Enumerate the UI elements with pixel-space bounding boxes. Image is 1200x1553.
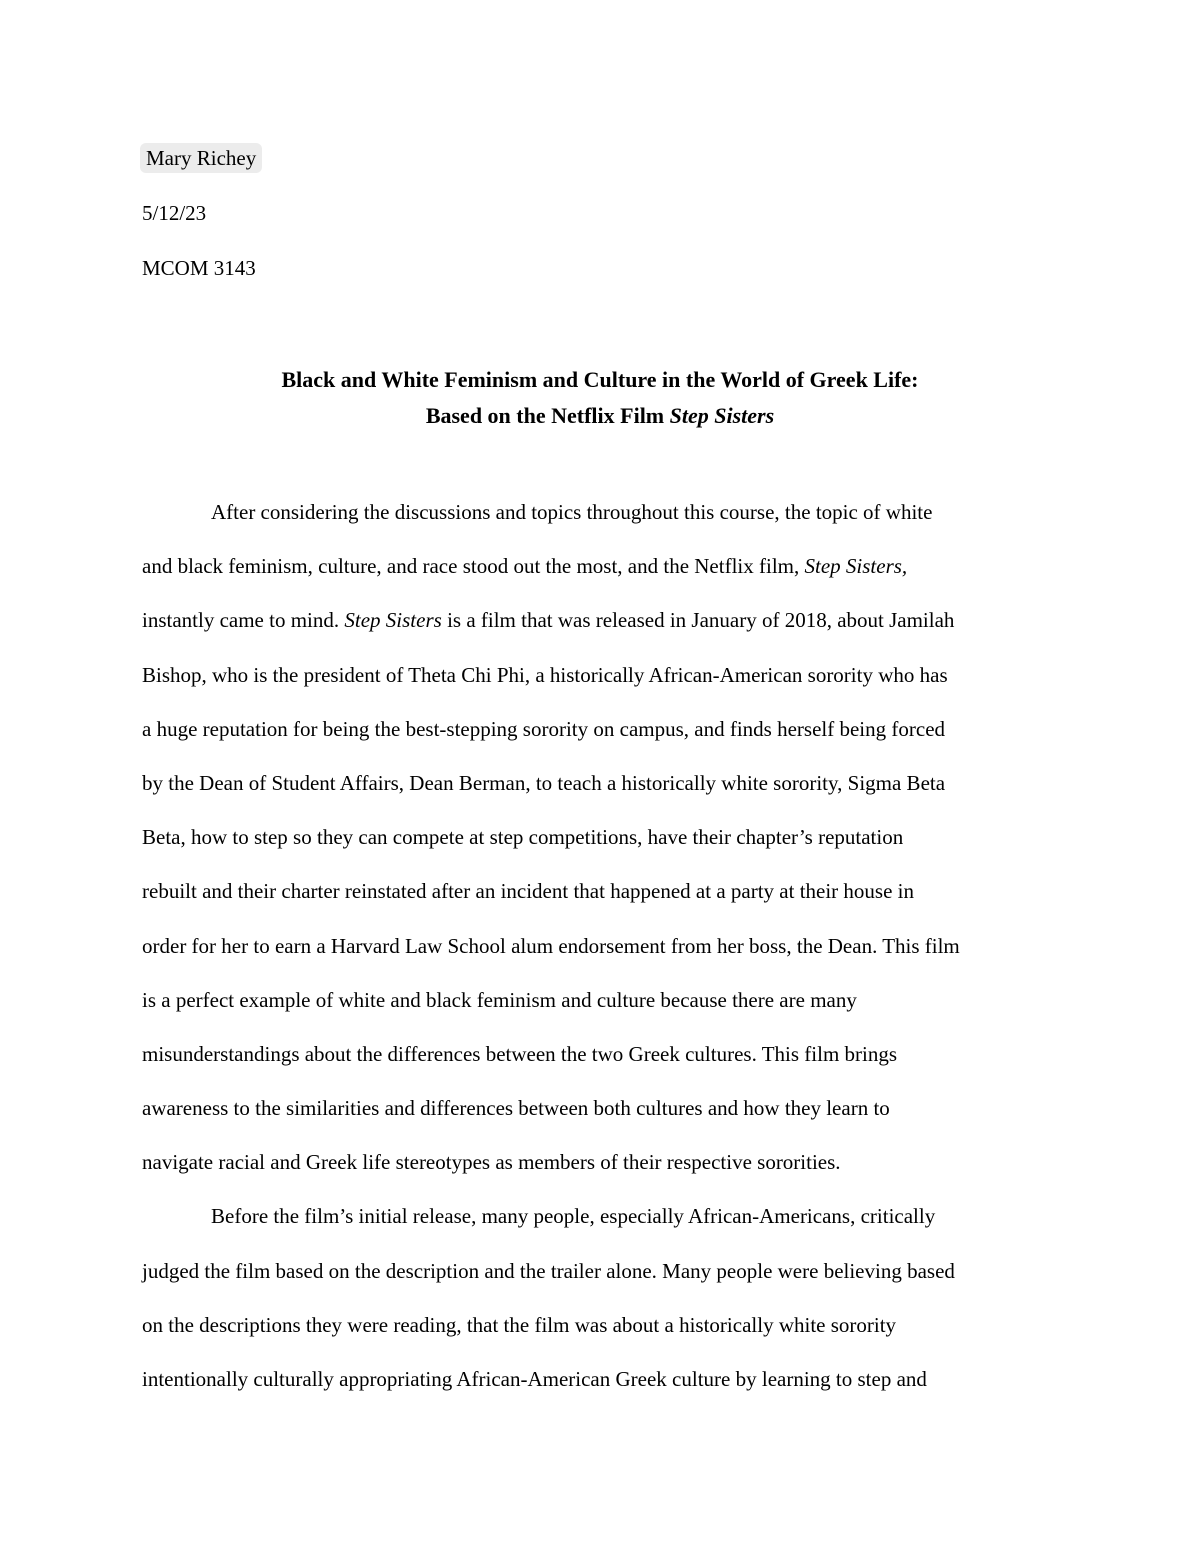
title-line-2-prefix: Based on the Netflix Film [425, 403, 670, 428]
paragraph-line: order for her to earn a Harvard Law School alum endorsement from her boss, the Dean. This film [142, 933, 960, 958]
date-line: 5/12/23 [142, 201, 207, 225]
title-film-name: Step Sisters [669, 403, 775, 428]
paragraph-line: Bishop, who is the president of Theta Chi Phi, a historically African-American sorority who has [142, 662, 948, 687]
title-line-2 [100, 398, 1100, 434]
paragraph-line: judged the film based on the description and the trailer alone. Many people were believing based [142, 1258, 955, 1283]
paragraph-line: a huge reputation for being the best-stepping sorority on campus, and finds herself being forced [142, 716, 946, 741]
paragraph-line [142, 605, 1072, 659]
paragraph-line: Before the film’s initial release, many people, especially African-Americans, critically [211, 1204, 936, 1229]
film-name-italic: Step Sisters, [804, 554, 908, 579]
paragraph-line: misunderstandings about the differences between the two Greek cultures. This film brings [142, 1041, 898, 1066]
film-name-italic: Step Sisters [344, 608, 442, 633]
paragraph-line: After considering the discussions and topics throughout this course, the topic of white [211, 500, 933, 524]
paragraph-line: on the descriptions they were reading, that the film was about a historically white sorority [142, 1312, 897, 1337]
paragraph-line: Beta, how to step so they can compete at step competitions, have their chapter’s reputation [142, 825, 904, 850]
paragraph-line [142, 551, 1072, 605]
paragraph-line: intentionally culturally appropriating African-American Greek culture by learning to step and [142, 1367, 927, 1391]
paragraph-line: by the Dean of Student Affairs, Dean Berman, to teach a historically white sorority, Sigma Beta [142, 770, 946, 795]
paragraph-text: and black feminism, culture, and race stood out the most, and the Netflix film, [142, 554, 805, 579]
title-line-1: Black and White Feminism and Culture in the World of Greek Life: [281, 367, 919, 392]
document-header [142, 143, 1042, 308]
paragraph-line: navigate racial and Greek life stereotypes as members of their respective sororities. [142, 1150, 841, 1175]
paragraph-line: rebuilt and their charter reinstated after an incident that happened at a party at their house in [142, 879, 915, 904]
paragraph-line: is a perfect example of white and black feminism and culture because there are many [142, 987, 857, 1012]
paragraph-text: instantly came to mind. [142, 608, 345, 633]
document-title [100, 362, 1100, 434]
paragraph-1 [142, 497, 1072, 1201]
document-body [142, 497, 1072, 1418]
paragraph-2 [142, 1201, 1072, 1418]
author-name[interactable]: Mary Richey [140, 143, 262, 173]
paragraph-text: is a film that was released in January of 2018, about Jamilah [441, 608, 955, 633]
author-line [142, 143, 1042, 173]
course-line: MCOM 3143 [142, 256, 256, 280]
paragraph-line: awareness to the similarities and differences between both cultures and how they learn to [142, 1096, 890, 1121]
